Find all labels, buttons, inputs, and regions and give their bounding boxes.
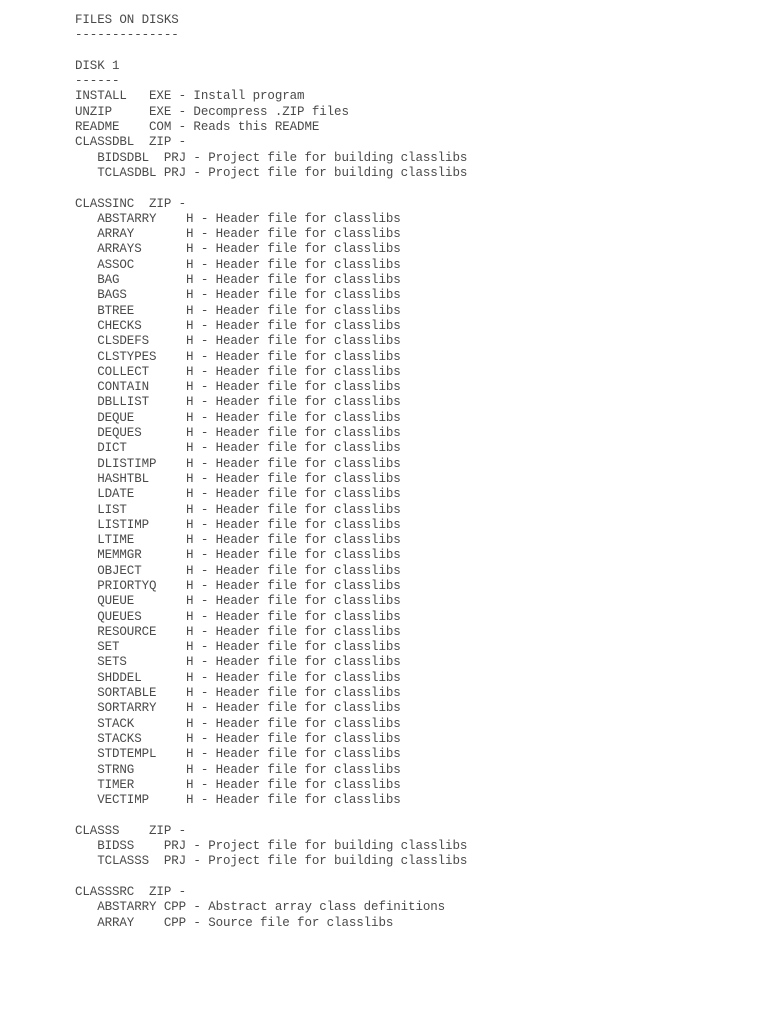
file-entry-line: STRNG H - Header file for classlibs [75, 762, 401, 777]
file-entry-line: CLSDEFS H - Header file for classlibs [75, 334, 401, 349]
file-entry-line: TCLASSS PRJ - Project file for building classlibs [75, 854, 468, 869]
file-entry-line: STACKS H - Header file for classlibs [75, 731, 401, 746]
file-entry-line: MEMMGR H - Header file for classlibs [75, 548, 401, 563]
file-entry-line: DEQUE H - Header file for classlibs [75, 410, 401, 425]
file-listing [75, 89, 467, 930]
file-entry-line: CLASSSRC ZIP - [75, 884, 187, 899]
file-entry-line: BTREE H - Header file for classlibs [75, 303, 401, 318]
file-entry-line: DEQUES H - Header file for classlibs [75, 426, 401, 441]
spacer [75, 44, 467, 59]
file-entry-line: SHDDEL H - Header file for classlibs [75, 670, 401, 685]
file-entry-line: CHECKS H - Header file for classlibs [75, 318, 401, 333]
file-entry-line: SETS H - Header file for classlibs [75, 655, 401, 670]
file-entry-line: SET H - Header file for classlibs [75, 640, 401, 655]
readme-document [75, 13, 467, 931]
file-entry-line: CONTAIN H - Header file for classlibs [75, 380, 401, 395]
file-entry-line: COLLECT H - Header file for classlibs [75, 364, 401, 379]
file-entry-line: UNZIP EXE - Decompress .ZIP files [75, 104, 349, 119]
file-entry-line: STDTEMPL H - Header file for classlibs [75, 747, 401, 762]
file-entry-line: BIDSS PRJ - Project file for building classlibs [75, 839, 468, 854]
file-entry-line: ARRAYS H - Header file for classlibs [75, 242, 401, 257]
file-entry-line: DLISTIMP H - Header file for classlibs [75, 456, 401, 471]
file-entry-line: OBJECT H - Header file for classlibs [75, 563, 401, 578]
file-entry-line: DBLLIST H - Header file for classlibs [75, 395, 401, 410]
file-entry-line: LIST H - Header file for classlibs [75, 502, 401, 517]
file-entry-line: ABSTARRY H - Header file for classlibs [75, 211, 401, 226]
file-entry-line: VECTIMP H - Header file for classlibs [75, 793, 401, 808]
file-entry-line: HASHTBL H - Header file for classlibs [75, 471, 401, 486]
file-entry-line: TIMER H - Header file for classlibs [75, 777, 401, 792]
spacer [75, 870, 467, 885]
file-entry-line: CLASSINC ZIP - [75, 196, 187, 211]
file-entry-line: ARRAY H - Header file for classlibs [75, 227, 401, 242]
file-entry-line: QUEUES H - Header file for classlibs [75, 609, 401, 624]
file-entry-line: README COM - Reads this README [75, 120, 320, 135]
file-entry-line: INSTALL EXE - Install program [75, 89, 305, 104]
file-entry-line: PRIORTYQ H - Header file for classlibs [75, 578, 401, 593]
file-entry-line: CLSTYPES H - Header file for classlibs [75, 349, 401, 364]
file-entry-line: LISTIMP H - Header file for classlibs [75, 517, 401, 532]
file-entry-line: SORTABLE H - Header file for classlibs [75, 686, 401, 701]
file-entry-line: CLASSS ZIP - [75, 823, 187, 838]
file-entry-line: ARRAY CPP - Source file for classlibs [75, 915, 394, 930]
disk-heading-underline: ------ [75, 74, 120, 89]
spacer [75, 181, 467, 196]
file-entry-line: DICT H - Header file for classlibs [75, 441, 401, 456]
file-entry-line: SORTARRY H - Header file for classlibs [75, 701, 401, 716]
file-entry-line: RESOURCE H - Header file for classlibs [75, 624, 401, 639]
file-entry-line: TCLASDBL PRJ - Project file for building classlibs [75, 165, 468, 180]
document-title: FILES ON DISKS [75, 13, 179, 27]
file-entry-line: LTIME H - Header file for classlibs [75, 533, 401, 548]
file-entry-line: BAG H - Header file for classlibs [75, 273, 401, 288]
spacer [75, 808, 467, 823]
file-entry-line: QUEUE H - Header file for classlibs [75, 594, 401, 609]
file-entry-line: BAGS H - Header file for classlibs [75, 288, 401, 303]
disk-heading: DISK 1 [75, 58, 120, 73]
file-entry-line: ASSOC H - Header file for classlibs [75, 257, 401, 272]
file-entry-line: ABSTARRY CPP - Abstract array class definitions [75, 900, 446, 915]
file-entry-line: LDATE H - Header file for classlibs [75, 487, 401, 502]
file-entry-line: BIDSDBL PRJ - Project file for building classlibs [75, 150, 468, 165]
file-entry-line: CLASSDBL ZIP - [75, 135, 187, 150]
file-entry-line: STACK H - Header file for classlibs [75, 716, 401, 731]
title-underline: -------------- [75, 28, 179, 43]
